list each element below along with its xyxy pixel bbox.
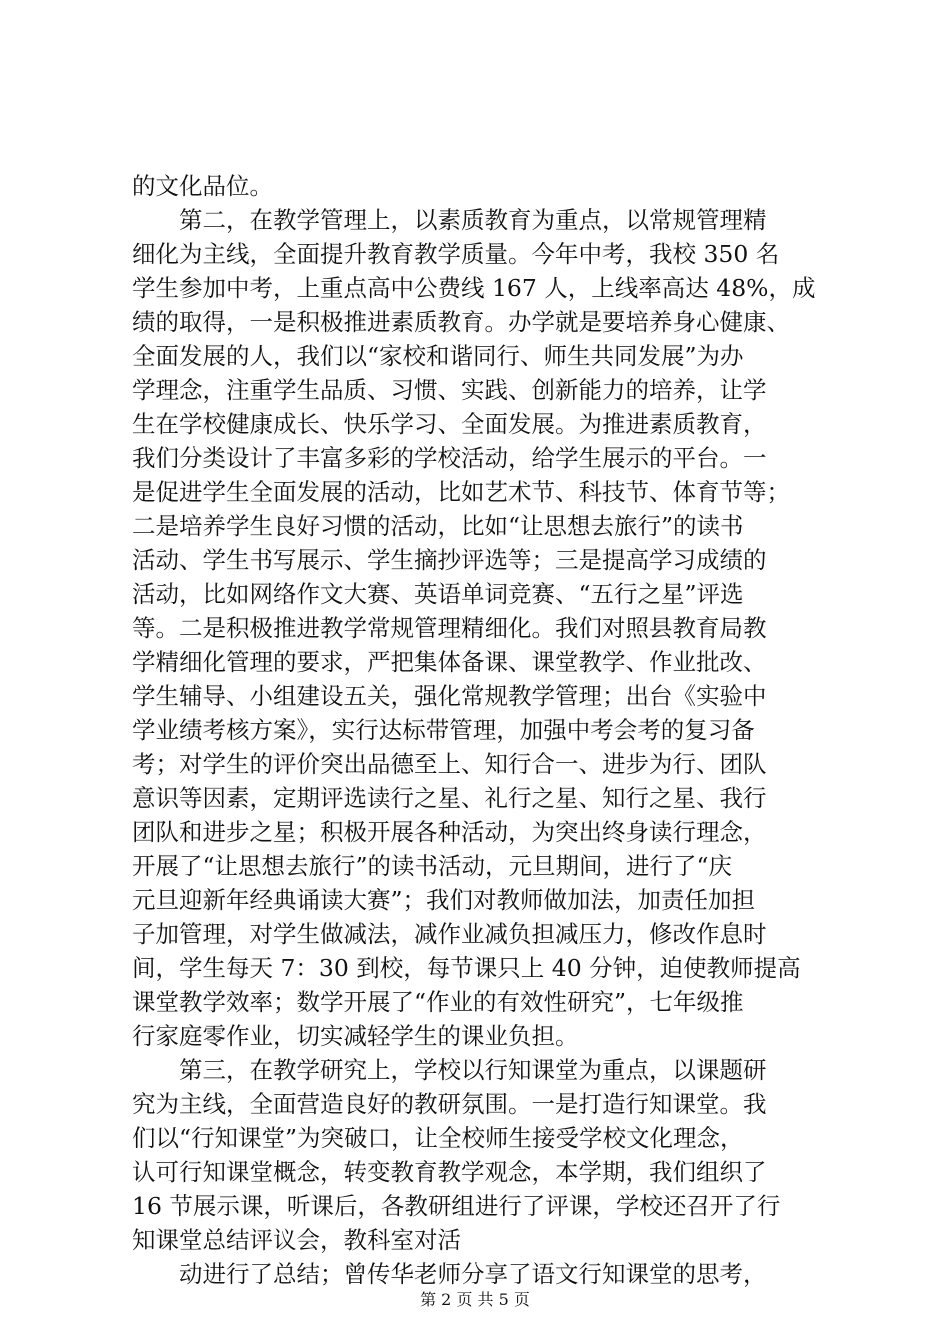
- text-line: 是促进学生全面发展的活动，比如艺术节、科技节、体育节等；: [132, 478, 790, 506]
- text-line: 的文化品位。: [132, 172, 273, 200]
- text-line: 生在学校健康成长、快乐学习、全面发展。为推进素质教育，: [132, 410, 767, 438]
- text-line: 间，学生每天 7：30 到校，每节课只上 40 分钟，迫使教师提高: [132, 954, 801, 982]
- text-line: 学生辅导、小组建设五关，强化常规教学管理；出台《实验中: [132, 682, 767, 710]
- text-line: 究为主线，全面营造良好的教研氛围。一是打造行知课堂。我: [132, 1090, 767, 1118]
- text-line: 元旦迎新年经典诵读大赛”；我们对教师做加法，加责任加担: [132, 886, 756, 914]
- text-line: 学生参加中考，上重点高中公费线 167 人，上线率高达 48%，成: [132, 274, 816, 302]
- text-line: 全面发展的人，我们以“家校和谐同行、师生共同发展”为办: [132, 342, 744, 370]
- text-line: 考；对学生的评价突出品德至上、知行合一、进步为行、团队: [132, 750, 767, 778]
- text-line: 认可行知课堂概念，转变教育教学观念，本学期，我们组织了: [132, 1158, 767, 1186]
- text-line: 学业绩考核方案》，实行达标带管理，加强中考会考的复习备: [132, 716, 755, 744]
- text-line: 子加管理，对学生做减法，减作业减负担减压力，修改作息时: [132, 920, 767, 948]
- text-line: 开展了“让思想去旅行”的读书活动，元旦期间，进行了“庆: [132, 852, 733, 880]
- text-line: 动进行了总结；曾传华老师分享了语文行知课堂的思考，: [132, 1260, 767, 1288]
- text-line: 二是培养学生良好习惯的活动，比如“让思想去旅行”的读书: [132, 512, 744, 540]
- text-line: 课堂教学效率；数学开展了“作业的有效性研究”，七年级推: [132, 988, 744, 1016]
- page-footer: 第 2 页 共 5 页: [420, 1290, 530, 1309]
- text-line: 活动，比如网络作文大赛、英语单词竞赛、“五行之星”评选: [132, 580, 744, 608]
- text-line: 团队和进步之星；积极开展各种活动，为突出终身读行理念，: [132, 818, 767, 846]
- text-line: 行家庭零作业，切实减轻学生的课业负担。: [132, 1022, 579, 1050]
- text-line: 等。二是积极推进教学常规管理精细化。我们对照县教育局教: [132, 614, 767, 642]
- text-line: 第二，在教学管理上，以素质教育为重点，以常规管理精: [132, 206, 767, 234]
- text-line: 意识等因素，定期评选读行之星、礼行之星、知行之星、我行: [132, 784, 767, 812]
- text-line: 学理念，注重学生品质、习惯、实践、创新能力的培养，让学: [132, 376, 767, 404]
- text-line: 细化为主线，全面提升教育教学质量。今年中考，我校 350 名: [132, 240, 780, 268]
- text-line: 16 节展示课，听课后，各教研组进行了评课，学校还召开了行: [132, 1192, 781, 1220]
- text-line: 知课堂总结评议会，教科室对活: [132, 1226, 461, 1254]
- text-line: 学精细化管理的要求，严把集体备课、课堂教学、作业批改、: [132, 648, 767, 676]
- text-line: 们以“行知课堂”为突破口，让全校师生接受学校文化理念，: [132, 1124, 744, 1152]
- text-line: 我们分类设计了丰富多彩的学校活动，给学生展示的平台。一: [132, 444, 767, 472]
- text-line: 第三，在教学研究上，学校以行知课堂为重点，以课题研: [132, 1056, 767, 1084]
- text-line: 绩的取得，一是积极推进素质教育。办学就是要培养身心健康、: [132, 308, 790, 336]
- text-line: 活动、学生书写展示、学生摘抄评选等；三是提高学习成绩的: [132, 546, 767, 574]
